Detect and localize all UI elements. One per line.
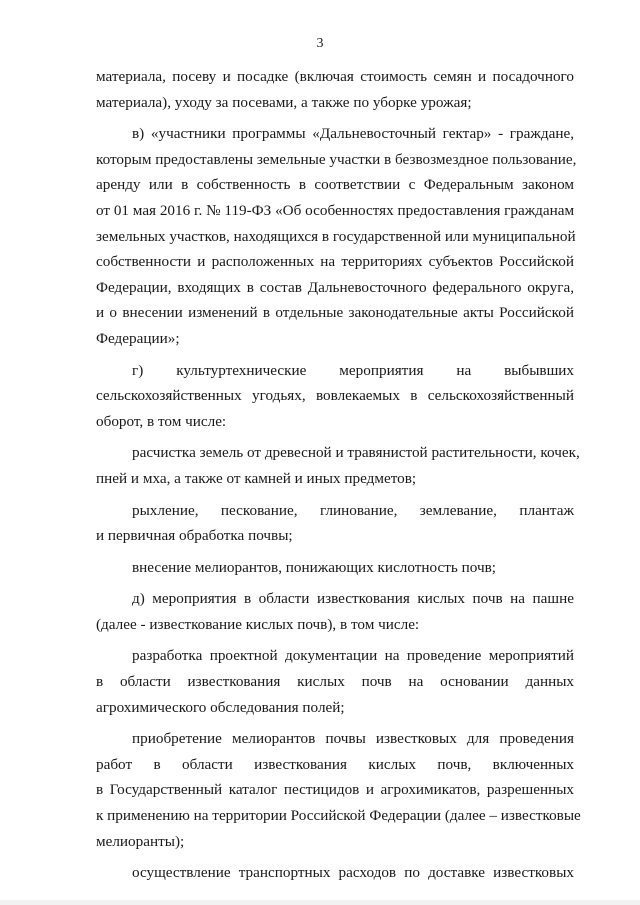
text-line: мелиоранты); <box>96 832 185 850</box>
text-line: агрохимического обследования полей; <box>96 698 345 716</box>
text-line: в области известкования кислых почв на основании данных <box>96 673 574 691</box>
document-body <box>96 64 581 886</box>
text-line: внесение мелиорантов, понижающих кислотность почв; <box>132 558 496 576</box>
text-line: разработка проектной документации на проведение мероприятий <box>132 647 574 665</box>
text-line: от 01 мая 2016 г. № 119-ФЗ «Об особенностях предоставления гражданам <box>96 201 575 219</box>
text-line: материала), уходу за посевами, а также по уборке урожая; <box>96 93 472 111</box>
text-line: рыхление, пескование, глинование, землевание, плантаж <box>132 501 574 519</box>
page-number: 3 <box>316 36 324 51</box>
text-line: аренду или в собственность в соответствии с Федеральным законом <box>96 176 574 194</box>
text-line: оборот, в том числе: <box>96 412 227 430</box>
text-line: земельных участков, находящихся в государственной или муниципальной <box>96 227 576 245</box>
text-line: в) «участники программы «Дальневосточный гектар» - граждане, <box>132 125 574 143</box>
text-line: материала, посеву и посадке (включая стоимость семян и посадочного <box>96 68 574 85</box>
text-line: собственности и расположенных на территориях субъектов Российской <box>96 253 574 271</box>
text-line: расчистка земель от древесной и травянистой растительности, кочек, <box>132 444 580 462</box>
text-line: (далее - известкование кислых почв), в том числе: <box>96 615 420 633</box>
text-line: Федерации, входящих в состав Дальневосточного федерального округа, <box>96 278 574 296</box>
text-line: Федерации»; <box>96 329 180 347</box>
text-line: г) культуртехнические мероприятия на выбывших <box>132 361 574 379</box>
text-line: д) мероприятия в области известкования кислых почв на пашне <box>132 590 574 608</box>
text-line: и о внесении изменений в отдельные законодательные акты Российской <box>96 304 574 322</box>
text-line: работ в области известкования кислых почв, включенных <box>96 755 574 773</box>
text-line: и первичная обработка почвы; <box>96 527 293 545</box>
text-line: сельскохозяйственных угодьях, вовлекаемых в сельскохозяйственный <box>96 387 574 405</box>
text-line: в Государственный каталог пестицидов и агрохимикатов, разрешенных <box>96 781 574 799</box>
text-line: приобретение мелиорантов почвы известковых для проведения <box>132 730 574 748</box>
text-line: которым предоставлены земельные участки в безвозмездное пользование, <box>96 150 577 168</box>
scan-edge <box>0 900 640 905</box>
text-line: пней и мха, а также от камней и иных предметов; <box>96 469 417 487</box>
text-line: осуществление транспортных расходов по доставке известковых <box>132 864 574 882</box>
text-line: к применению на территории Российской Федерации (далее – известковые <box>96 807 581 825</box>
